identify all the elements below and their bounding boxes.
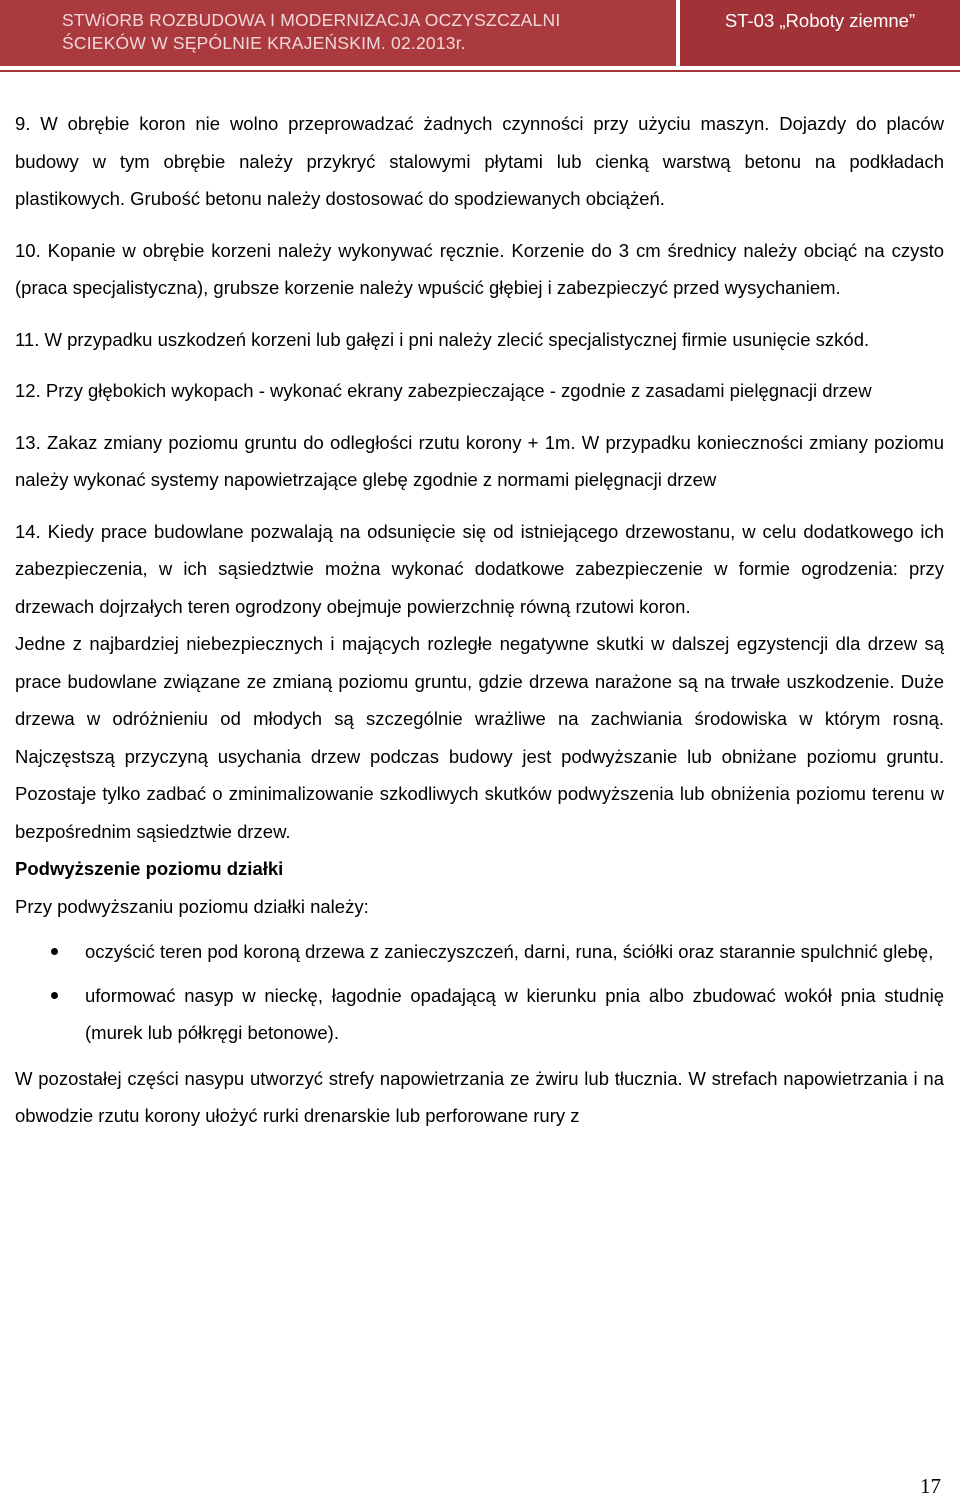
header-code-band — [680, 0, 960, 66]
document-title-line-1: STWiORB ROZBUDOWA I MODERNIZACJA OCZYSZCZALNI — [62, 10, 561, 30]
document-title-line-2: ŚCIEKÓW W SĘPÓLNIE KRAJEŃSKIM. 02.2013r. — [62, 33, 466, 53]
page-header — [0, 0, 960, 66]
paragraph-9: 9. W obrębie koron nie wolno przeprowadzać żadnych czynności przy użyciu maszyn. Dojazdy do placów budowy w tym obrębie należy przykryć stalowymi płytami lub cienką warstwą betonu na podkładach plastikowych. Grubość betonu należy dostosować do spodziewanych obciążeń. — [15, 113, 944, 209]
document-body — [15, 105, 944, 1135]
document-title — [62, 9, 662, 55]
bullet-icon — [51, 992, 58, 999]
section-heading: Podwyższenie poziomu działki — [15, 858, 284, 879]
paragraph-ground-level: Jedne z najbardziej niebezpiecznych i mających rozległe negatywne skutki w dalszej egzystencji dla drzew są prace budowlane związane ze zmianą poziomu gruntu, gdzie drzewa narażone są na trwałe uszkodzenie. Duże drzewa w odróżnieniu od młodych są szczególnie wrażliwe na zachwiania środowiska w którym rosną. Najczęstszą przyczyną usychania drzew podczas budowy jest podwyższanie lub obniżane poziomu gruntu. Pozostaje tylko zadbać o zminimalizowanie szkodliwych skutków podwyższenia lub obniżenia poziomu terenu w bezpośrednim sąsiedztwie drzew. — [15, 633, 944, 842]
page-number: 17 — [920, 1474, 941, 1498]
paragraph-11: 11. W przypadku uszkodzeń korzeni lub gałęzi i pni należy zlecić specjalistycznej firmie usunięcie szkód. — [15, 328, 870, 350]
closing-paragraph: W pozostałej części nasypu utworzyć strefy napowietrzania ze żwiru lub tłucznia. W strefach napowietrzania i na obwodzie rzutu korony ułożyć rurki drenarskie lub perforowane rury z — [15, 1067, 944, 1126]
paragraph-13: 13. Zakaz zmiany poziomu gruntu do odległości rzutu korony + 1m. W przypadku konieczności zmiany poziomu należy wykonać systemy napowietrzające glebę zgodnie z normami pielęgnacji drzew — [15, 431, 944, 490]
specification-code: ST-03 „Roboty ziemne” — [724, 10, 916, 31]
list-item — [15, 933, 944, 971]
bullet-icon — [51, 948, 58, 955]
header-title-band — [0, 0, 676, 66]
list-item — [15, 977, 944, 1052]
list-item-text: uformować nasyp w nieckę, łagodnie opadającą w kierunku pnia albo zbudować wokół pnia studnię (murek lub półkręgi betonowe). — [85, 984, 944, 1043]
list-item-text: oczyścić teren pod koroną drzewa z zanieczyszczeń, darni, runa, ściółki oraz starannie spulchnić glebę, — [85, 941, 934, 962]
header-divider — [0, 70, 960, 72]
paragraph-14: 14. Kiedy prace budowlane pozwalają na odsunięcie się od istniejącego drzewostanu, w celu dodatkowego ich zabezpieczenia, w ich sąsiedztwie można wykonać dodatkowe zabezpieczenie w formie ogrodzenia: przy drzewach dojrzałych teren ogrodzony obejmuje powierzchnię równą rzutowi koron. — [15, 520, 944, 617]
paragraph-12: 12. Przy głębokich wykopach - wykonać ekrany zabezpieczające - zgodnie z zasadami pielęgnacji drzew — [15, 380, 872, 401]
paragraph-10: 10. Kopanie w obrębie korzeni należy wykonywać ręcznie. Korzenie do 3 cm średnicy należy obciąć na czysto (praca specjalistyczna), grubsze korzenie należy wpuścić głębiej i zabezpieczyć przed wysychaniem. — [15, 239, 944, 298]
section-intro: Przy podwyższaniu poziomu działki należy: — [15, 895, 369, 917]
bullet-list — [15, 933, 944, 1052]
